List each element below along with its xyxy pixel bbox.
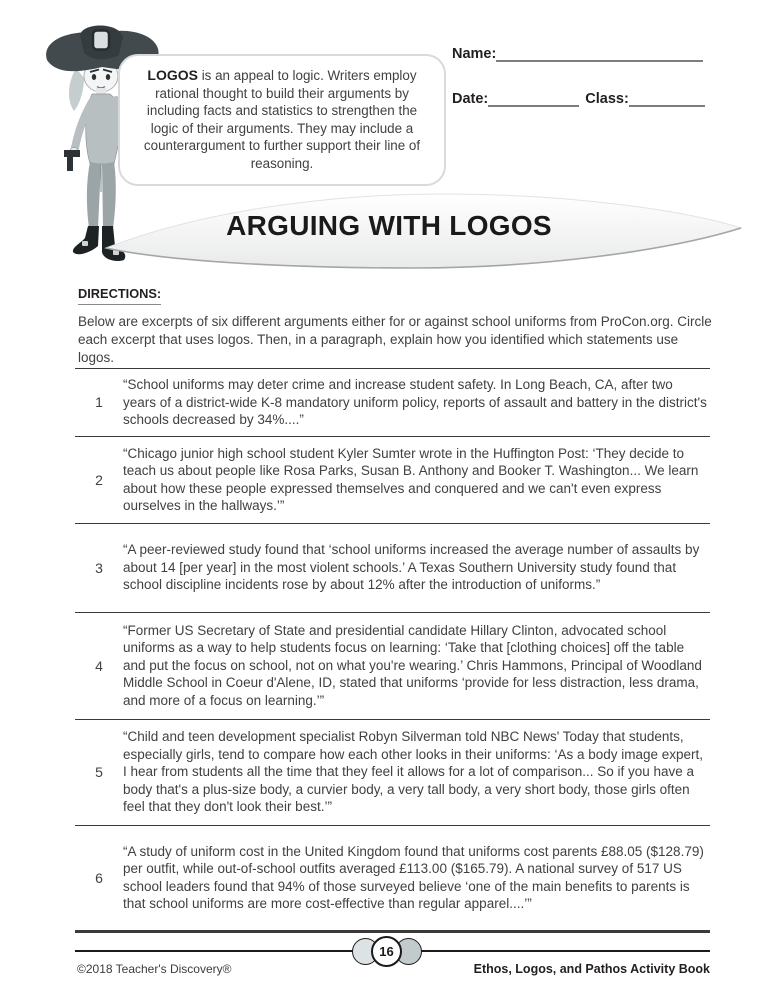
name-blank-line: [496, 44, 703, 62]
name-field-row: [452, 42, 708, 62]
excerpts-table: [75, 368, 710, 933]
book-title-text: Ethos, Logos, and Pathos Activity Book: [473, 962, 710, 976]
page-footer: [75, 936, 710, 988]
excerpt-row-3: [75, 523, 710, 612]
excerpt-text: “School uniforms may deter crime and increase student safety. In Long Beach, CA, after two years of a district-wide K-8 mandatory uniform policy, reports of assault and battery in the district's schools decreased by 34%....”: [123, 377, 707, 427]
pistol-icon: [64, 150, 80, 171]
excerpt-text: “A study of uniform cost in the United Kingdom found that uniforms cost parents £88.05 ($128.79) per outfit, while out-of-school outfits averaged £113.00 ($165.79). A national survey of 517 US school leaders found that 94% of those surveyed believe ‘one of the main benefits to parents is that school uniforms are more cost-effective than regular apparel....’”: [123, 843, 704, 911]
page-number-badge: 16: [371, 936, 402, 967]
title-banner: [104, 188, 744, 276]
excerpt-row-1: [75, 368, 710, 436]
logos-term: LOGOS: [147, 67, 198, 83]
logos-definition-box: [118, 54, 446, 186]
excerpt-text: “A peer-reviewed study found that ‘school uniforms increased the average number of assaults by about 14 [per year] in the most violent schools.’ A Texas Southern University study found that school discipline incidents rose by about 12% after the introduction of uniforms.”: [123, 542, 700, 593]
excerpt-number: 3: [95, 559, 103, 576]
class-label: Class:: [585, 91, 629, 107]
excerpt-number: 1: [95, 394, 103, 411]
excerpt-number: 4: [95, 657, 103, 674]
date-class-field-row: [452, 87, 708, 107]
date-blank-line: [488, 89, 579, 107]
class-blank-line: [629, 89, 705, 107]
directions-text: Below are excerpts of six different arguments either for or against school uniforms from ProCon.org. Circle each excerpt that uses logos. Then, in a paragraph, explain how you identified which statements use logos.: [78, 314, 712, 365]
excerpt-row-2: [75, 436, 710, 523]
excerpt-row-5: [75, 719, 710, 825]
date-label: Date:: [452, 91, 489, 107]
student-info-fields: [452, 42, 708, 107]
excerpt-row-4: [75, 612, 710, 719]
excerpt-text: “Child and teen development specialist Robyn Silverman told NBC News' Today that students, especially girls, tend to compare how each other looks in their uniforms: ‘As a body image expert, I hear from students all the time that they feel it allows for a lot of comparison... So if you have a body that's a plus-size body, a curvier body, a very tall body, a very short body, those girls often feel that they don't look their best.’”: [123, 729, 704, 815]
excerpt-number: 5: [95, 764, 103, 780]
logos-definition-text: is an appeal to logic. Writers employ rational thought to build their arguments by including facts and statistics to strengthen the logic of their arguments. They may include a counterargument to further support their line of reasoning.: [143, 68, 421, 171]
excerpt-number: 6: [95, 869, 103, 886]
excerpt-text: “Chicago junior high school student Kyler Sumter wrote in the Huffington Post: ‘They decide to teach us about people like Rosa Parks, Susan B. Anthony and Booker T. Washington... We learn about how these people expressed themselves and conquered and we can't even express ourselves in the hallways.’”: [123, 445, 699, 513]
excerpt-number: 2: [95, 471, 103, 488]
copyright-text: ©2018 Teacher's Discovery®: [77, 962, 232, 976]
page-title: ARGUING WITH LOGOS: [226, 210, 552, 241]
name-label: Name:: [452, 46, 497, 62]
directions-heading: DIRECTIONS:: [78, 286, 161, 305]
excerpt-row-6: [75, 825, 710, 933]
excerpt-text: “Former US Secretary of State and presidential candidate Hillary Clinton, advocated school uniforms as a way to help students focus on learning: ‘Take that [clothing choices] off the table and put the focus on school, not on what you're wearing.’ Chris Hammons, Principal of Woodland Middle School in Coeur d'Alene, ID, stated that uniforms ‘provide for less distraction, less drama, and more of a focus on learning.’”: [123, 622, 702, 708]
